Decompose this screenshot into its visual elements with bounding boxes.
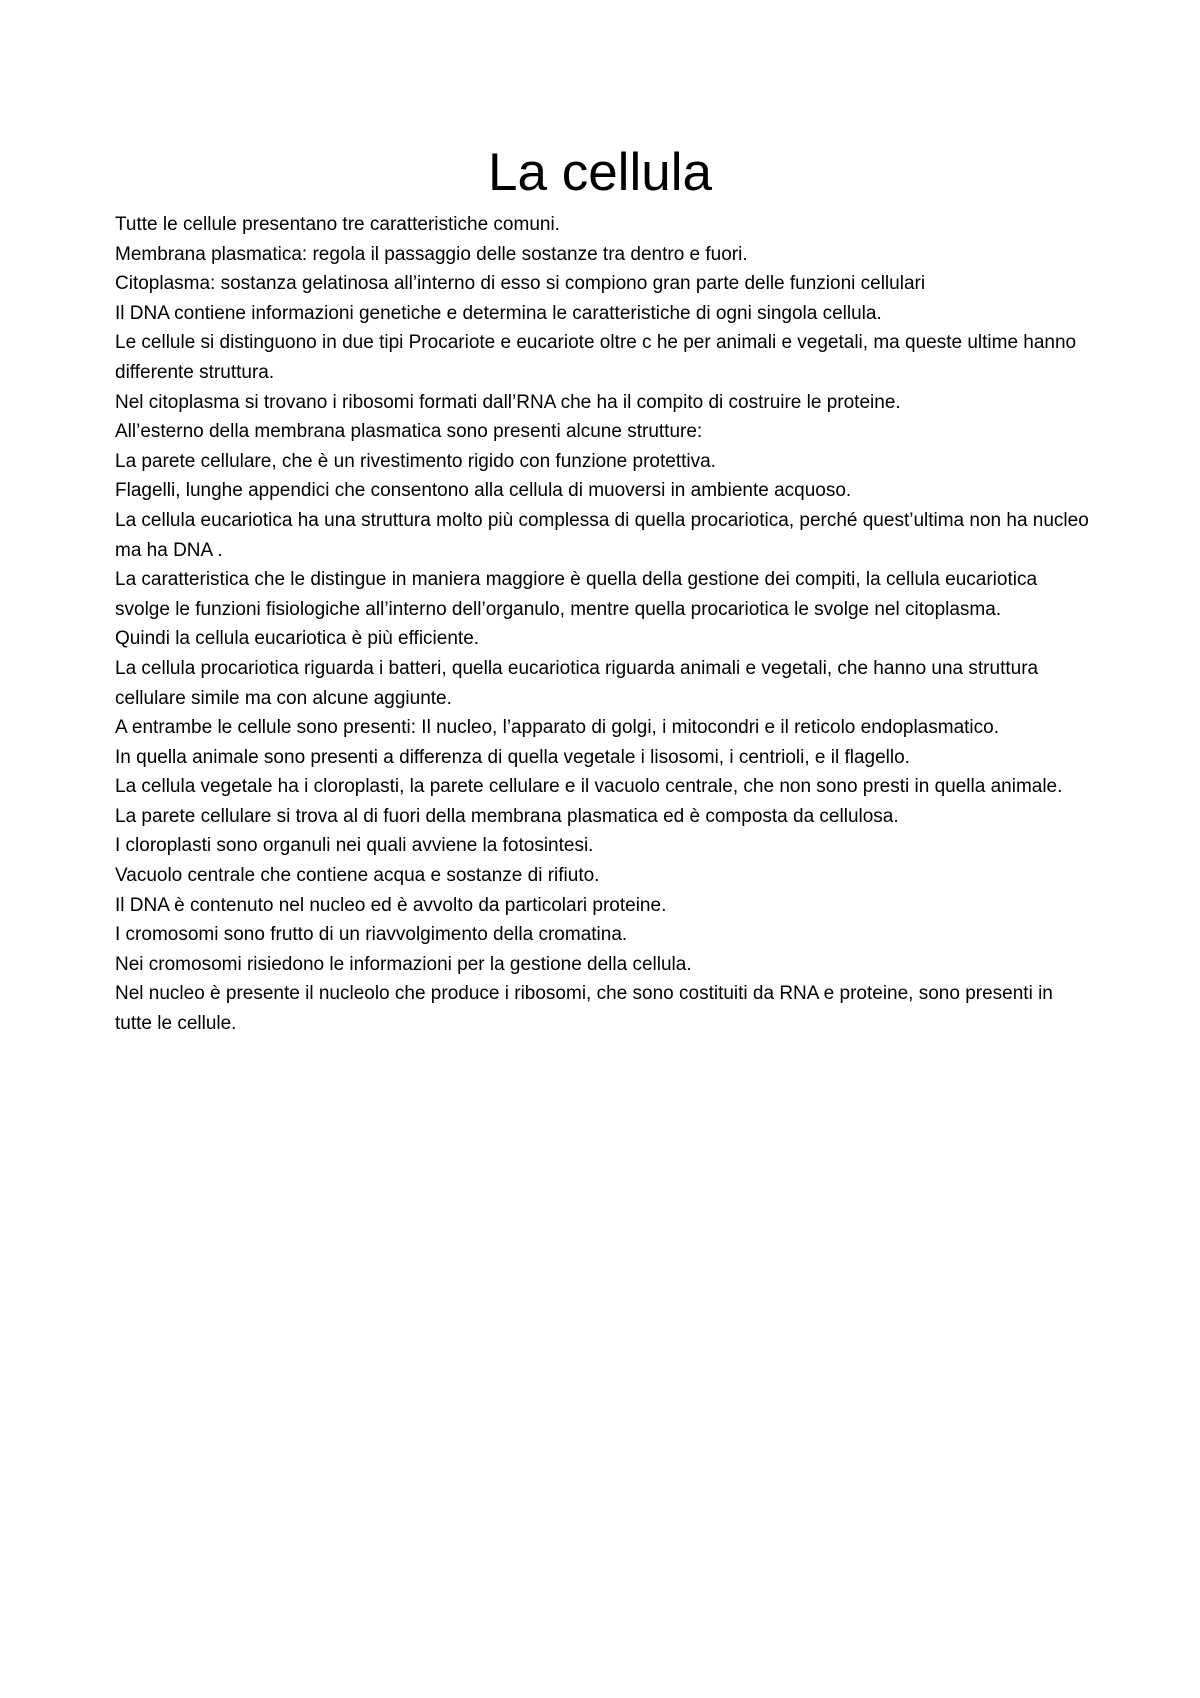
paragraph: Membrana plasmatica: regola il passaggio delle sostanze tra dentro e fuori. (115, 243, 748, 265)
paragraph: La cellula vegetale ha i cloroplasti, la parete cellulare e il vacuolo centrale, che non sono presti in quella animale. (115, 776, 1063, 798)
paragraph: Citoplasma: sostanza gelatinosa all’interno di esso si compiono gran parte delle funzioni cellulari (115, 273, 926, 295)
document-title: La cellula (488, 143, 712, 202)
document-body (115, 210, 1090, 1039)
paragraph: I cromosomi sono frutto di un riavvolgimento della cromatina. (115, 924, 628, 946)
paragraph: Nel citoplasma si trovano i ribosomi formati dall’RNA che ha il compito di costruire le proteine. (115, 391, 901, 413)
paragraph: Tutte le cellule presentano tre caratteristiche comuni. (115, 214, 560, 235)
paragraph: All’esterno della membrana plasmatica sono presenti alcune strutture: (115, 421, 703, 443)
paragraph: La caratteristica che le distingue in maniera maggiore è quella della gestione dei compiti, la cellula eucariotica svolge le funzioni fisiologiche all’interno dell’organulo, mentre quella procariotica le svolge nel citoplasma. (115, 569, 1038, 620)
paragraph: A entrambe le cellule sono presenti: Il nucleo, l’apparato di golgi, i mitocondri e il reticolo endoplasmatico. (115, 717, 999, 739)
paragraph: La cellula eucariotica ha una struttura molto più complessa di quella procariotica, perché quest’ultima non ha nucleo ma ha DNA . (115, 509, 1089, 561)
paragraph: Il DNA è contenuto nel nucleo ed è avvolto da particolari proteine. (115, 894, 667, 916)
paragraph: Flagelli, lunghe appendici che consentono alla cellula di muoversi in ambiente acquoso. (115, 480, 852, 502)
paragraph: In quella animale sono presenti a differenza di quella vegetale i lisosomi, i centrioli, e il flagello. (115, 746, 910, 768)
paragraph: La parete cellulare si trova al di fuori della membrana plasmatica ed è composta da cellulosa. (115, 805, 899, 827)
paragraph: Il DNA contiene informazioni genetiche e determina le caratteristiche di ogni singola cellula. (115, 302, 882, 324)
paragraph: Nel nucleo è presente il nucleolo che produce i ribosomi, che sono costituiti da RNA e proteine, sono presenti in tutte le cellule. (115, 983, 1053, 1035)
paragraph: Vacuolo centrale che contiene acqua e sostanze di rifiuto. (115, 865, 600, 887)
paragraph: La parete cellulare, che è un rivestimento rigido con funzione protettiva. (115, 450, 716, 472)
paragraph: La cellula procariotica riguarda i batteri, quella eucariotica riguarda animali e vegetali, che hanno una struttura cellulare simile ma con alcune aggiunte. (115, 657, 1039, 709)
paragraph: Quindi la cellula eucariotica è più efficiente. (115, 628, 480, 650)
paragraph: Le cellule si distinguono in due tipi Procariote e eucariote oltre c he per animali e vegetali, ma queste ultime hanno differente struttura. (115, 332, 1077, 383)
paragraph: I cloroplasti sono organuli nei quali avviene la fotosintesi. (115, 835, 594, 857)
paragraph: Nei cromosomi risiedono le informazioni per la gestione della cellula. (115, 953, 692, 975)
